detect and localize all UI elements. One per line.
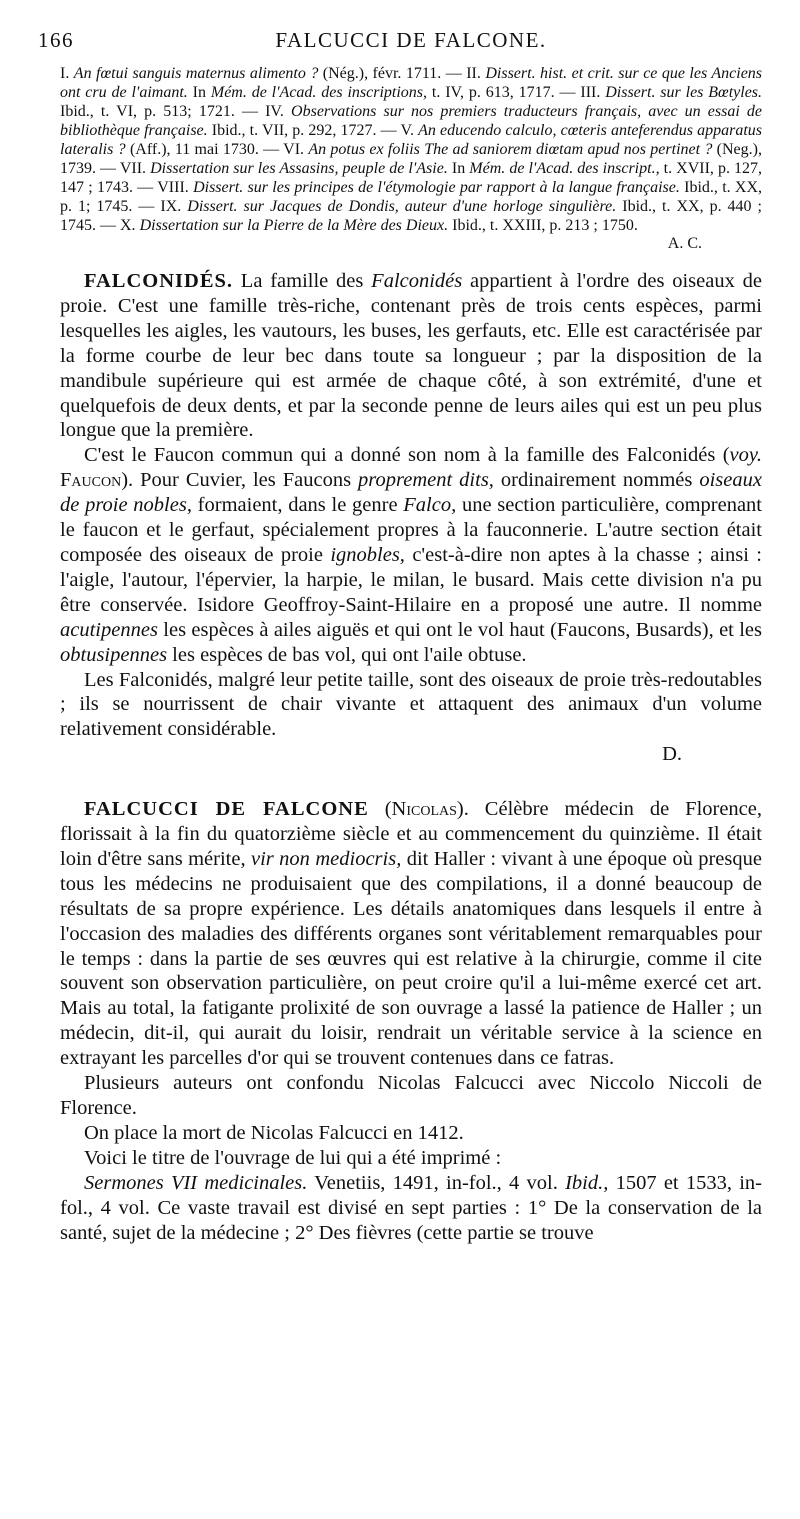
article-paragraph [60,1121,762,1146]
paragraph-italic: obtusipennes [60,643,168,666]
biblio-title: Dissert. sur Jacques de Dondis, auteur d'une horloge singulière. [187,198,617,215]
paragraph-text: 1507 et 1533, in-fol., 4 vol. Ce vaste travail est divisé en sept parties : 1° De la conservation de la santé, sujet de la médecine ; 2° Des fièvres (cette partie se trouve [60,1171,762,1244]
paragraph-text: On place la mort de Nicolas Falcucci en 1412. [84,1121,464,1144]
biblio-text: In [447,160,470,177]
paragraph-text: La famille des [233,270,372,292]
biblio-text: (Neg.), 1739. — VII. [60,141,762,177]
paragraph-italic: Sermones VII medicinales. [84,1171,308,1194]
page-number: 166 [38,28,74,52]
article-paragraph [60,1146,762,1171]
article-paragraph [60,668,762,743]
paragraph-text: appartient à l'ordre des oiseaux de proie. C'est une famille très-riche, contenant près de trois cents espèces, parmi lesquelles les aigles, les vautours, les buses, les gerfauts, etc. Elle est caractérisée par la forme courbe de leur bec dans toute sa longueur ; par la disposition de la mandibule supérieure qui est armée de chaque côté, à son extrémité, d'une et quelquefois de deux dents, et par la seconde penne de leurs ailes qui est un peu plus longue que la première. [60,270,762,442]
bibliography-list [60,64,762,253]
biblio-text: Ibid., t. VII, p. 292, 1727. — V. [207,122,419,139]
article-paragraph [60,1071,762,1121]
biblio-title: An fœtui sanguis maternus alimento ? [73,65,319,82]
biblio-text: (Nég.), févr. 1711. — II. [318,65,486,82]
paragraph-italic: vir non mediocris, [251,847,402,870]
paragraph-text: les espèces de bas vol, qui ont l'aile obtuse. [167,643,527,666]
paragraph-italic: Falco, [403,494,457,517]
biblio-text: Ibid., t. VI, p. 513; 1721. — IV. [60,103,292,120]
paragraph-italic: ignobles, [330,543,405,566]
paragraph-text: Les Falconidés, malgré leur petite taille, sont des oiseaux de proie très-redoutables ; ils se nourrissent de chair vivante et attaquent des animaux d'un volume relativement considérable. [60,668,762,741]
biblio-text: Ibid., t. XX, p. 1; 1745. — IX. [60,179,763,215]
paragraph-text: ordinairement nommés [493,469,700,492]
biblio-title: An potus ex foliis The ad saniorem diœtam apud nos pertinet ? [308,141,713,158]
biblio-title: Observations sur nos premiers traducteurs français, avec un essai de bibliothèque française. [60,103,763,139]
biblio-title: Dissert. sur les principes de l'étymologie par rapport à la langue française. [193,179,680,196]
biblio-text: t. IV, p. 613, 1717. — III. [427,84,606,101]
biblio-text: (Aff.), 11 mai 1730. — VI. [125,141,309,158]
paragraph-text: c'est-à-dire non aptes à la chasse ; ainsi : l'aigle, l'autour, l'épervier, la harpie, le milan, le busard. Mais cette division n'a pu être conservée. Isidore Geoffroy-Saint-Hilaire en a proposé une autre. Il nomme [60,543,762,616]
entry-forename: Nicolas [391,798,457,821]
paragraph-italic: voy. [729,444,762,467]
biblio-title: Dissertation sur la Pierre de la Mère des Dieux. [139,217,449,234]
paragraph-text: ). [456,798,469,821]
paragraph-text: une section particulière, comprenant le faucon et le gerfaut, spécialement propres à la fauconnerie. L'autre section était composée des oiseaux de proie [60,494,762,566]
biblio-text: Ibid., t. XXIII, p. 213 ; 1750. [448,217,638,234]
paragraph-italic: Falconidés [371,270,463,292]
paragraph-text: dit Haller : vivant à une époque où presque tous les médecins ne produisaient que des compilations, il a donné beaucoup de résultats de sa propre expérience. Les détails anatomiques dans lesquels il entre à l'occasion des maladies des différents organes sont véritablement remarquables pour le temps : dans la partie de ses œuvres qui est relative à la chirurgie, comme il cite souvent son observation particulière, on peut croire qu'il a lui-même exercé cet art. Mais au total, la fatigante prolixité de son ouvrage a lassé la patience de Haller ; un médecin, dit-il, qui aurait du loisir, rendrait un véritable service à la science en extrayant les parcelles d'or qui se trouvent contenues dans ce fatras. [60,847,762,1070]
paragraph-text: Célèbre médecin de Florence, florissait à la fin du quatorzième siècle et au commencement du quinzième. Il était loin d'être sans mérite, [60,798,763,870]
page-header [38,28,762,60]
paragraph-text: Voici le titre de l'ouvrage de lui qui a été imprimé : [84,1146,502,1169]
article-paragraph [60,797,762,1071]
paragraph-text: C'est le Faucon commun qui a donné son nom à la famille des Falconidés ( [84,444,730,467]
entry-heading: FALCONIDÉS. [84,270,234,292]
biblio-text: t. XVII, p. 127, 147 ; 1743. — VIII. [60,160,763,196]
bibliography-paragraph [60,64,762,235]
paragraph-text: Plusieurs auteurs ont confondu Nicolas Falcucci avec Niccolo Niccoli de Florence. [60,1072,762,1119]
author-signature: D. [662,743,682,766]
biblio-title: Mém. de l'Acad. des inscriptions, [210,84,428,101]
biblio-title: Dissert. hist. et crit. sur ce que les Anciens ont cru de l'aimant. [60,65,763,101]
biblio-title: Mém. de l'Acad. des inscript., [469,160,660,177]
article-falconides [60,269,762,767]
paragraph-text: ( [368,798,392,821]
paragraph-italic: acutipennes [60,618,158,641]
paragraph-text: ). Pour Cuvier, les Faucons [121,469,359,492]
paragraph-italic: proprement dits, [358,469,494,492]
biblio-text: I. [60,65,74,82]
biblio-text: Ibid., t. XX, p. 440 ; 1745. — X. [60,198,762,234]
biblio-title: An educendo calculo, cœteris anteferendus apparatus lateralis ? [60,122,763,158]
entry-heading: FALCUCCI DE FALCONE [84,798,369,821]
paragraph-text: les espèces à ailes aiguës et qui ont le vol haut (Faucons, Busards), et les [157,618,762,641]
biblio-title: Dissert. sur les Bœtyles. [605,84,763,101]
article-falcucci [60,797,762,1245]
running-head: FALCUCCI DE FALCONE. [275,28,547,52]
biblio-text: In [187,84,211,101]
paragraph-text: Venetiis, 1491, in-fol., 4 vol. [307,1171,566,1194]
paragraph-italic: oiseaux de proie nobles, [60,469,762,517]
cross-reference: Faucon [60,469,122,492]
paragraph-text: formaient, dans le genre [191,494,404,517]
article-paragraph [60,443,762,667]
article-paragraph [60,269,762,443]
author-signature: A. C. [667,235,702,252]
article-paragraph [60,1171,762,1246]
biblio-title: Dissertation sur les Assasins, peuple de l'Asie. [150,160,448,177]
paragraph-italic: Ibid., [565,1171,609,1194]
